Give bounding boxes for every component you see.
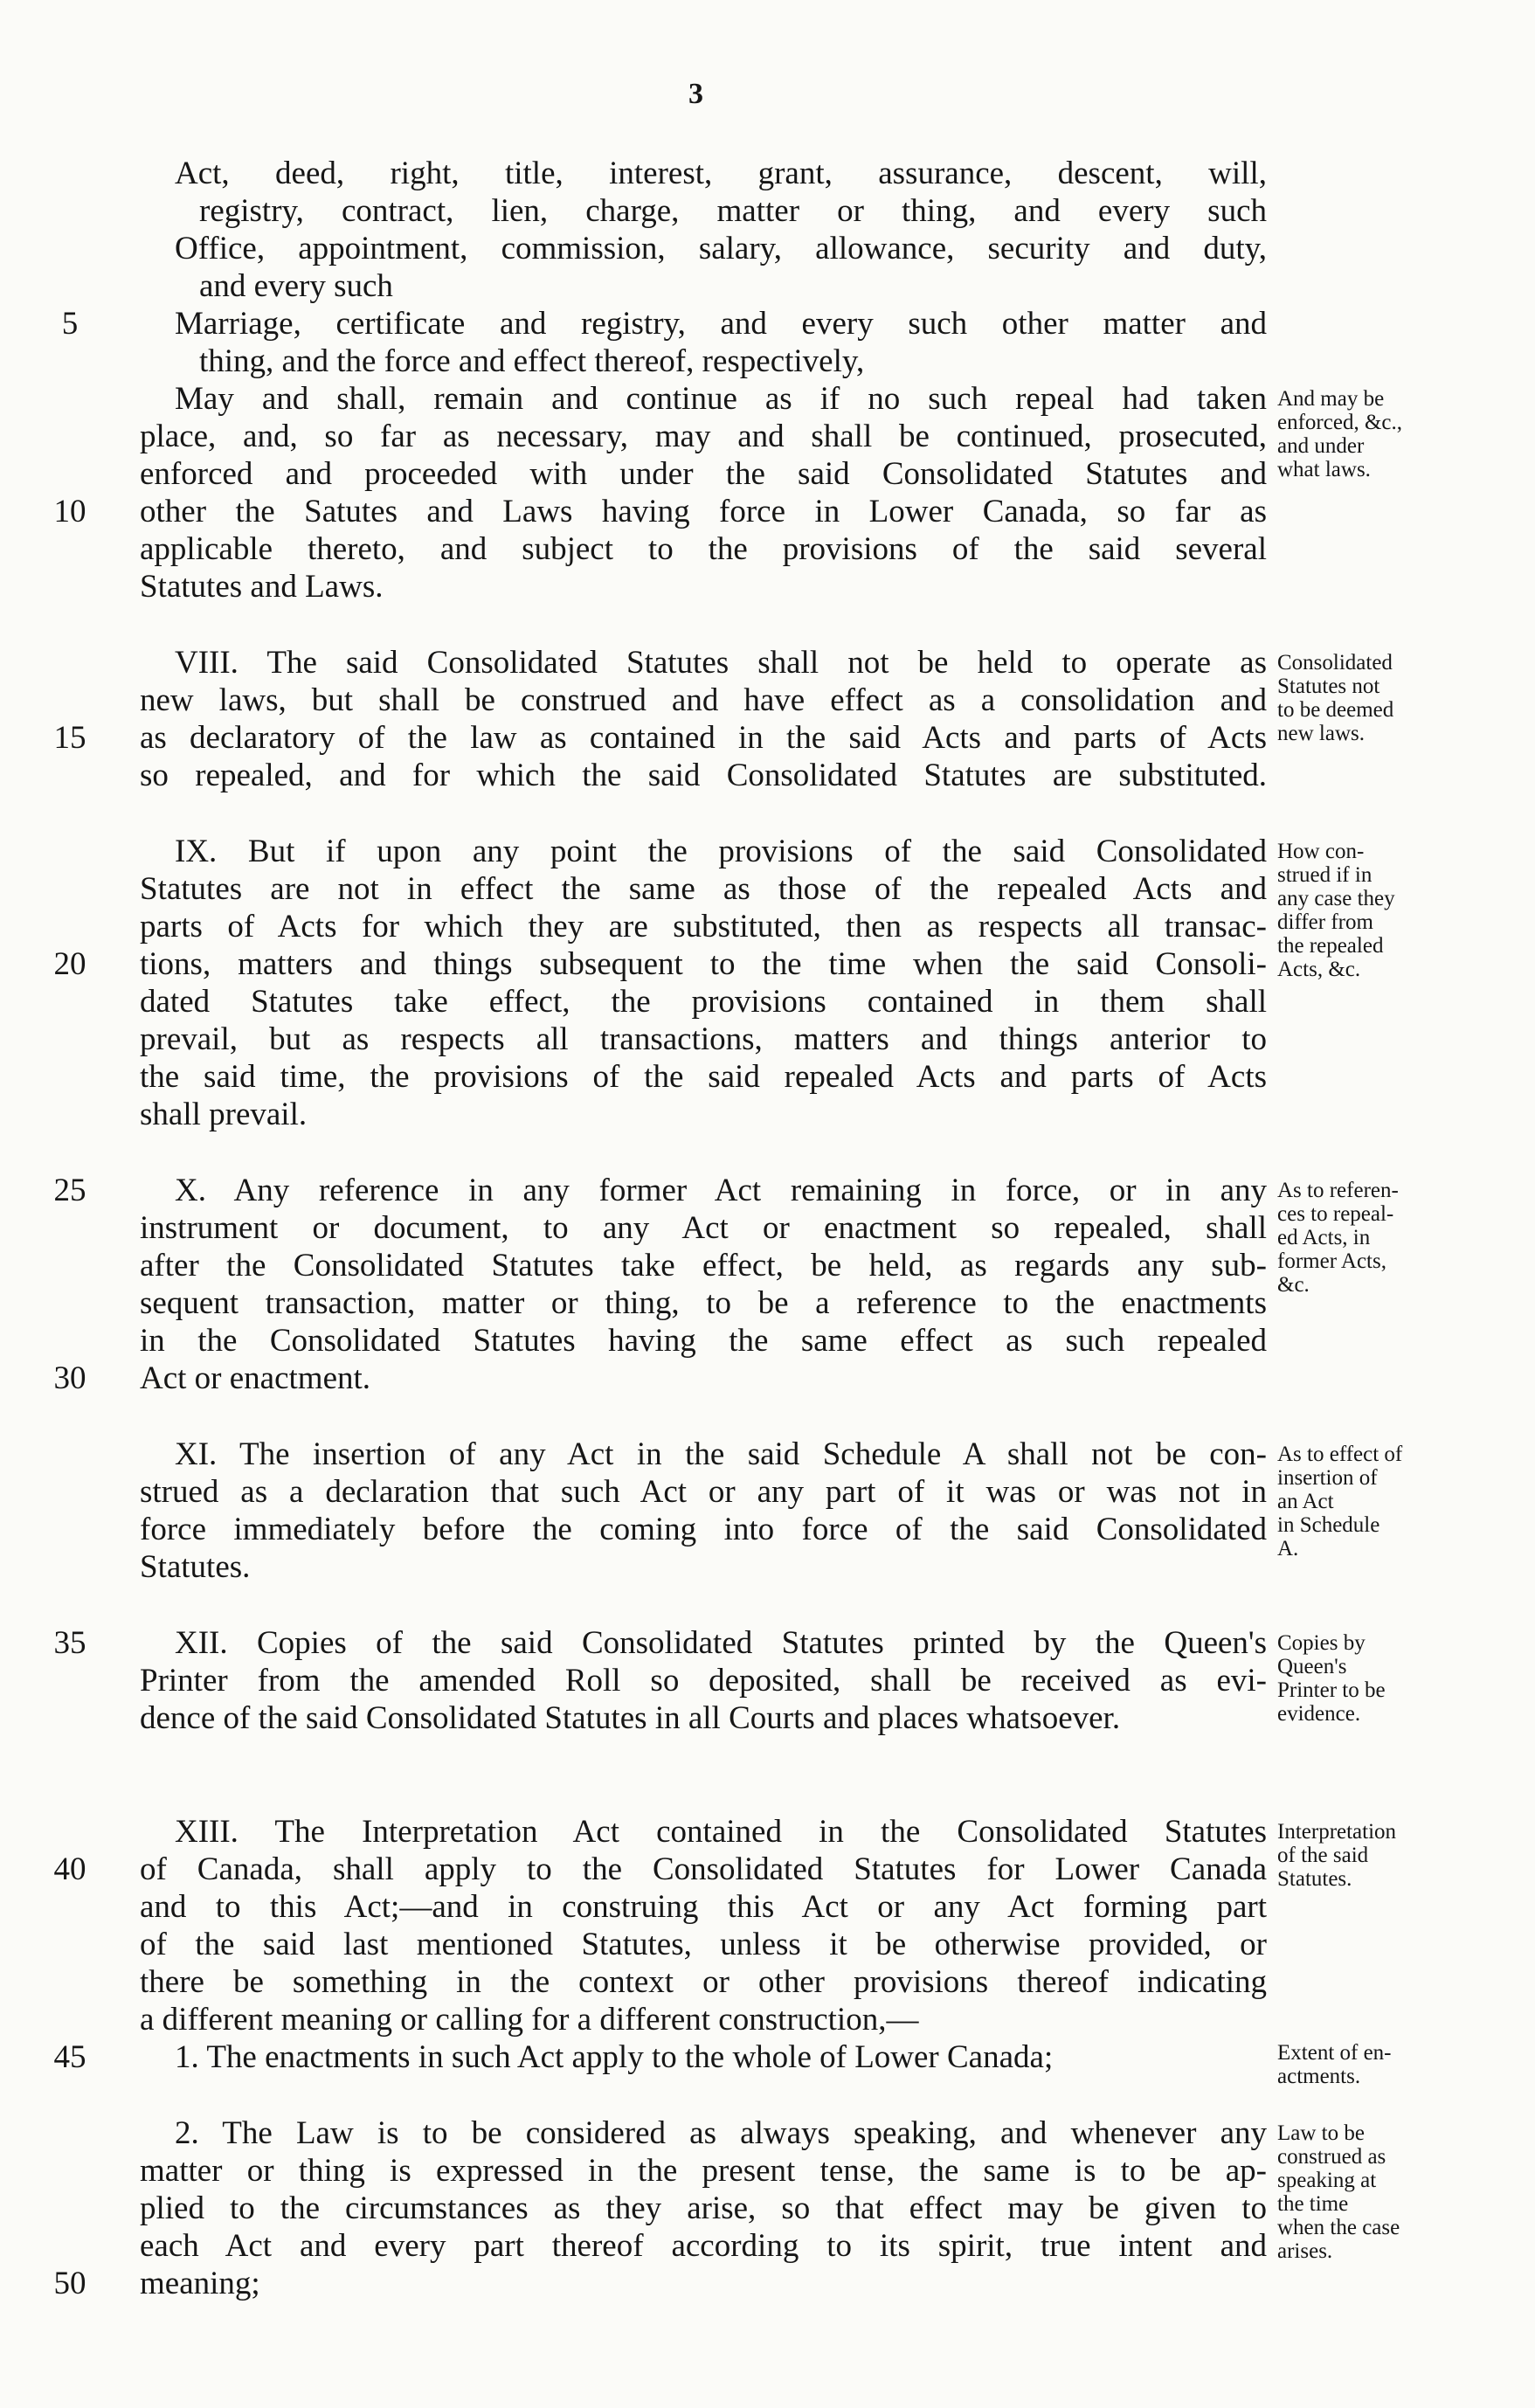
text-line: and to this Act;—and in construing this Act or any Act forming part (140, 1889, 1267, 1925)
text-line: parts of Acts for which they are substituted, then as respects all transac- (140, 909, 1267, 945)
text-line: sequent transaction, matter or thing, to be a reference to the enactments (140, 1285, 1267, 1321)
text-line: Marriage, certificate and registry, and every such other matter and (175, 306, 1267, 342)
text-line: XIII. The Interpretation Act contained in the Consolidated Statutes (175, 1814, 1267, 1850)
margin-note: Consolidated Statutes not to be deemed new laws. (1277, 651, 1394, 745)
margin-note: Interpretation of the said Statutes. (1277, 1820, 1397, 1891)
text-line: Statutes and Laws. (140, 569, 384, 605)
text-line: of Canada, shall apply to the Consolidated Statutes for Lower Canada (140, 1851, 1267, 1887)
text-line: a different meaning or calling for a different construction,— (140, 2002, 919, 2038)
text-line: Statutes. (140, 1549, 251, 1585)
text-line: there be something in the context or other provisions thereof indicating (140, 1964, 1267, 2000)
text-line: meaning; (140, 2266, 260, 2301)
page-number: 3 (688, 78, 703, 110)
text-line: prevail, but as respects all transactions, matters and things anterior to (140, 1021, 1267, 1057)
text-line: applicable thereto, and subject to the provisions of the said several (140, 531, 1267, 567)
text-line: enforced and proceeded with under the said Consolidated Statutes and (140, 456, 1267, 492)
text-line: dated Statutes take effect, the provisions contained in them shall (140, 984, 1267, 1020)
margin-note: Copies by Queen's Printer to be evidence. (1277, 1631, 1386, 1726)
line-number: 30 (53, 1360, 86, 1396)
text-line: other the Satutes and Laws having force in Lower Canada, so far as (140, 494, 1267, 529)
text-line: and every such (199, 268, 393, 304)
margin-note: How con- strued if in any case they differ from the repealed Acts, &c. (1277, 840, 1395, 981)
text-line: X. Any reference in any former Act remaining in force, or in any (175, 1173, 1267, 1208)
text-line: shall prevail. (140, 1097, 308, 1132)
text-line: thing, and the force and effect thereof, respectively, (199, 343, 865, 379)
line-number: 40 (53, 1851, 86, 1887)
text-line: place, and, so far as necessary, may and shall be continued, prosecuted, (140, 419, 1267, 454)
line-number: 10 (53, 494, 86, 529)
margin-note: As to referen- ces to repeal- ed Acts, in former Acts, &c. (1277, 1179, 1399, 1297)
text-line: XII. Copies of the said Consolidated Statutes printed by the Queen's (175, 1625, 1267, 1661)
text-line: as declaratory of the law as contained in the said Acts and parts of Acts (140, 720, 1267, 756)
text-line: VIII. The said Consolidated Statutes shall not be held to operate as (175, 645, 1267, 681)
line-number: 20 (53, 946, 86, 982)
text-line: matter or thing is expressed in the present tense, the same is to be ap- (140, 2153, 1267, 2189)
line-number: 15 (53, 720, 86, 756)
text-line: instrument or document, to any Act or enactment so repealed, shall (140, 1210, 1267, 1246)
text-line: force immediately before the coming into force of the said Consolidated (140, 1512, 1267, 1547)
line-number: 5 (61, 306, 79, 342)
line-number: 35 (53, 1625, 86, 1661)
text-line: after the Consolidated Statutes take effect, be held, as regards any sub- (140, 1248, 1267, 1284)
text-line: 1. The enactments in such Act apply to the whole of Lower Canada; (175, 2039, 1054, 2075)
text-line: IX. But if upon any point the provisions of the said Consolidated (175, 834, 1267, 869)
text-line: Printer from the amended Roll so deposited, shall be received as evi- (140, 1663, 1267, 1699)
text-line: registry, contract, lien, charge, matter or thing, and every such (199, 193, 1267, 229)
text-line: so repealed, and for which the said Consolidated Statutes are substituted. (140, 758, 1267, 793)
text-line: each Act and every part thereof according to its spirit, true intent and (140, 2228, 1267, 2264)
text-line: Statutes are not in effect the same as those of the repealed Acts and (140, 871, 1267, 907)
text-line: the said time, the provisions of the said repealed Acts and parts of Acts (140, 1059, 1267, 1095)
text-line: Office, appointment, commission, salary, allowance, security and duty, (175, 231, 1267, 266)
text-line: in the Consolidated Statutes having the same effect as such repealed (140, 1323, 1267, 1359)
margin-note: Extent of en- actments. (1277, 2041, 1392, 2088)
margin-note: And may be enforced, &c., and under what laws. (1277, 387, 1402, 481)
text-line: of the said last mentioned Statutes, unless it be otherwise provided, or (140, 1927, 1267, 1962)
text-line: new laws, but shall be construed and have effect as a consolidation and (140, 682, 1267, 718)
line-number: 25 (53, 1173, 86, 1208)
text-line: plied to the circumstances as they arise, so that effect may be given to (140, 2190, 1267, 2226)
margin-note: As to effect of insertion of an Act in Schedule A. (1277, 1443, 1403, 1560)
text-line: strued as a declaration that such Act or any part of it was or was not in (140, 1474, 1267, 1510)
text-line: XI. The insertion of any Act in the said Schedule A shall not be con- (175, 1436, 1267, 1472)
text-line: 2. The Law is to be considered as always speaking, and whenever any (175, 2115, 1267, 2151)
text-line: Act, deed, right, title, interest, grant, assurance, descent, will, (175, 156, 1267, 191)
line-number: 50 (53, 2266, 86, 2301)
margin-note: Law to be construed as speaking at the time when the case arises. (1277, 2121, 1400, 2263)
line-number: 45 (53, 2039, 86, 2075)
text-line: dence of the said Consolidated Statutes in all Courts and places whatsoever. (140, 1700, 1121, 1736)
text-line: Act or enactment. (140, 1360, 371, 1396)
text-line: May and shall, remain and continue as if no such repeal had taken (175, 381, 1267, 417)
text-line: tions, matters and things subsequent to the time when the said Consoli- (140, 946, 1267, 982)
